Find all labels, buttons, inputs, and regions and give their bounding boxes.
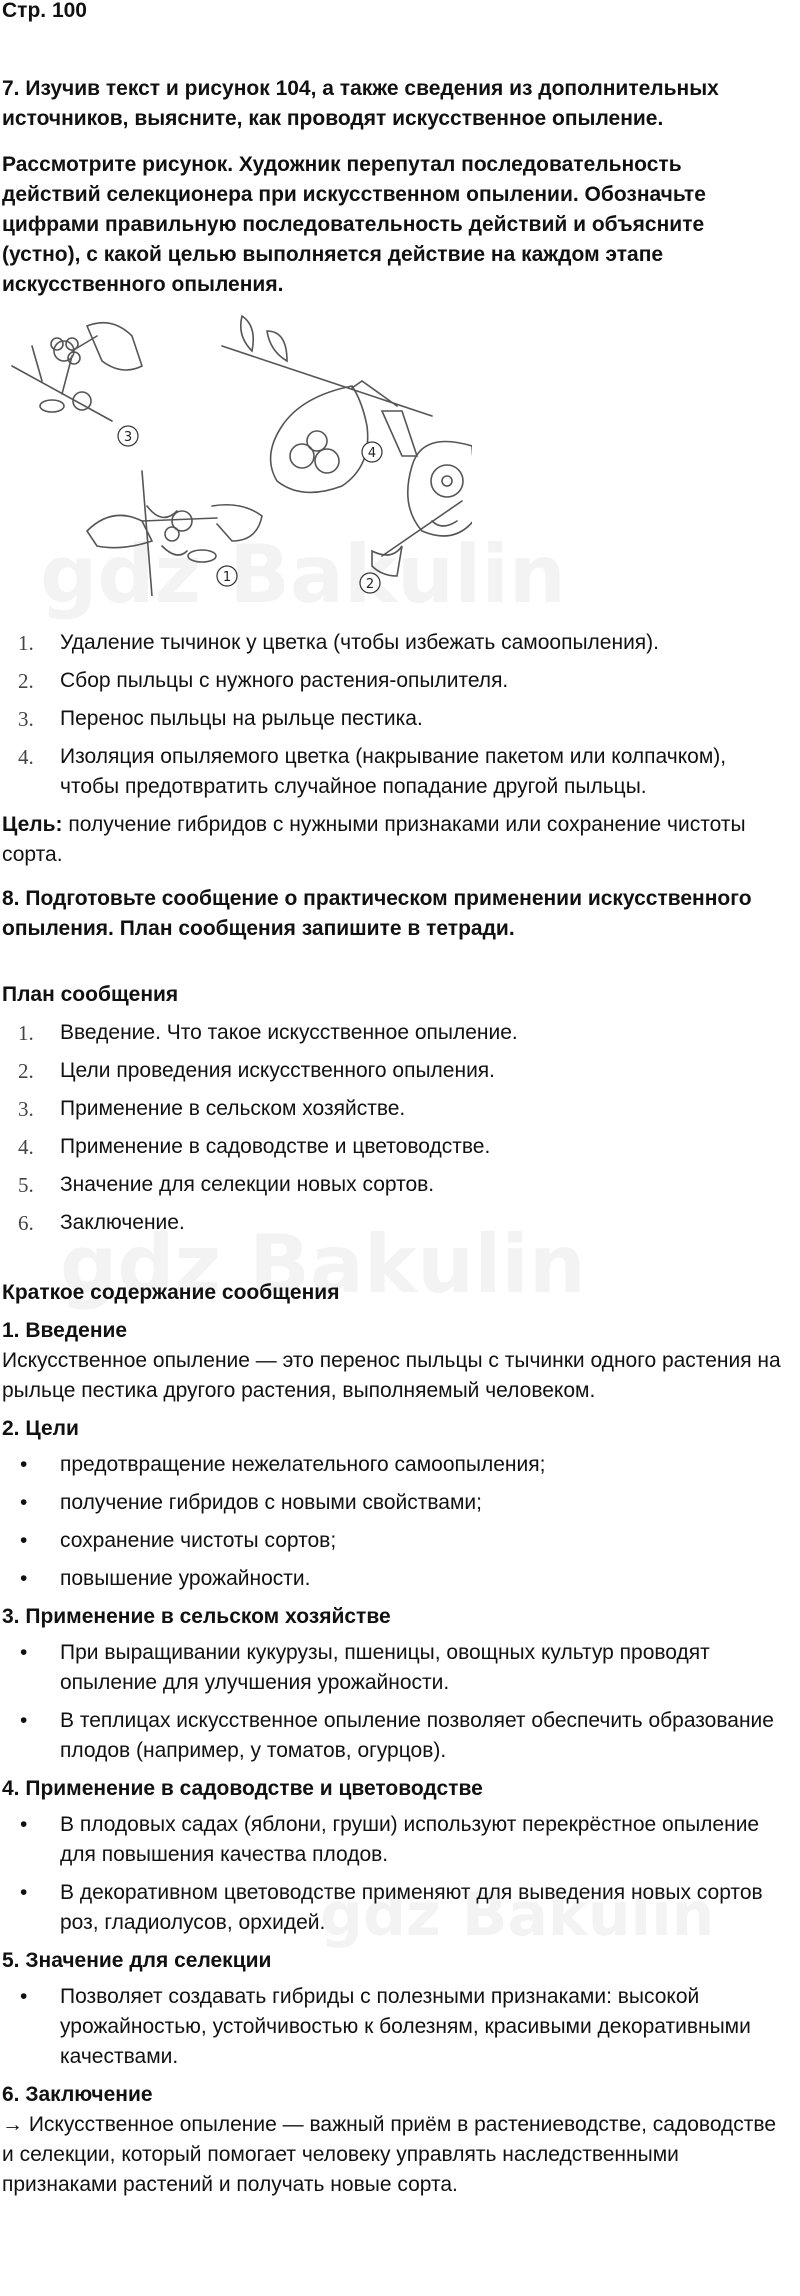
list-item: • Позволяет создавать гибриды с полезными признаками: высокой урожайностью, устойчивостью к болезням, красивыми декоративными качествами. bbox=[2, 1982, 786, 2072]
list-item: • получение гибридов с новыми свойствами; bbox=[2, 1488, 786, 1518]
list-item: • В плодовых садах (яблони, груши) используют перекрёстное опыление для повышения качества плодов. bbox=[2, 1810, 786, 1870]
list-item: 3. Перенос пыльцы на рыльце пестика. bbox=[18, 707, 423, 731]
pollination-figure bbox=[2, 306, 472, 596]
section-heading: 3. Применение в сельском хозяйстве bbox=[2, 1605, 391, 1628]
plan-list bbox=[2, 1018, 786, 1238]
plan-title: План сообщения bbox=[2, 983, 179, 1006]
goal-text: получение гибридов с нужными признаками или сохранение чистоты сорта. bbox=[2, 813, 746, 866]
list-item: 1. Удаление тычинок у цветка (чтобы избежать самоопыления). bbox=[18, 631, 660, 655]
list-item: • В декоративном цветоводстве применяют для выведения новых сортов роз, гладиолусов, орхидей. bbox=[2, 1878, 786, 1938]
section-text: → Искусственное опыление — важный приём в растениеводстве, садоводстве и селекции, который помогает человеку управлять наследственными признаками растений и получать новые сорта. bbox=[2, 2113, 777, 2196]
hand-shape bbox=[87, 323, 142, 370]
hand-shape bbox=[212, 505, 262, 541]
list-item: 6. Заключение. bbox=[18, 1211, 185, 1235]
section-heading: 6. Заключение bbox=[2, 2083, 153, 2106]
gardening-list bbox=[2, 1810, 786, 1938]
list-item: 4. Изоляция опыляемого цветка (накрывание пакетом или колпачком), чтобы предотвратить случайное попадание другой пыльцы. bbox=[18, 745, 727, 798]
list-item: 1. Введение. Что такое искусственное опыление. bbox=[18, 1021, 518, 1045]
label-tag bbox=[382, 411, 417, 456]
goals-list bbox=[2, 1450, 786, 1594]
section-text: Искусственное опыление — это перенос пыльцы с тычинки одного растения на рыльце пестика другого растения, выполняемый человеком. bbox=[2, 1349, 781, 1402]
pollination-drawing bbox=[2, 306, 472, 596]
section-heading: 5. Значение для селекции bbox=[2, 1949, 272, 1972]
figure-label-4: 4 bbox=[367, 446, 377, 461]
page-number: Стр. 100 bbox=[2, 0, 87, 22]
list-item: • При выращивании кукурузы, пшеницы, овощных культур проводят опыление для улучшения урожайности. bbox=[2, 1638, 786, 1698]
list-item: 2. Сбор пыльцы с нужного растения-опылителя. bbox=[18, 669, 509, 693]
list-item: • повышение урожайности. bbox=[2, 1564, 786, 1594]
figure-label-3: 3 bbox=[123, 430, 133, 445]
list-item: • В теплицах искусственное опыление позволяет обеспечить образование плодов (например, у томатов, огурцов). bbox=[2, 1706, 786, 1766]
figure-label-2: 2 bbox=[365, 577, 375, 592]
summary-title: Краткое содержание сообщения bbox=[2, 1281, 340, 1304]
list-item: 4. Применение в садоводстве и цветоводстве. bbox=[18, 1135, 491, 1159]
isolation-bag bbox=[408, 442, 472, 537]
task8-question: 8. Подготовьте сообщение о практическом применении искусственного опыления. План сообщения запишите в тетради. bbox=[2, 887, 752, 940]
task7-question: 7. Изучив текст и рисунок 104, а также сведения из дополнительных источников, выясните, как проводят искусственное опыление. bbox=[2, 77, 719, 130]
goal-label: Цель: bbox=[2, 813, 63, 836]
selection-list bbox=[2, 1982, 786, 2072]
agriculture-list bbox=[2, 1638, 786, 1766]
list-item: • предотвращение нежелательного самоопыления; bbox=[2, 1450, 786, 1480]
steps-list bbox=[2, 628, 786, 802]
list-item: 2. Цели проведения искусственного опыления. bbox=[18, 1059, 496, 1083]
list-item: 5. Значение для селекции новых сортов. bbox=[18, 1173, 435, 1197]
tweezers bbox=[142, 518, 217, 521]
isolation-bag bbox=[271, 386, 368, 492]
task7-instruction: Рассмотрите рисунок. Художник перепутал последовательность действий селекционера при искусственном опылении. Обозначьте цифрами правильную последовательность действий и объясните (устно), с какой целью выполняется действие на каждом этапе искусственного опыления. bbox=[2, 153, 706, 296]
section-heading: 2. Цели bbox=[2, 1417, 79, 1440]
list-item: • сохранение чистоты сортов; bbox=[2, 1526, 786, 1556]
figure-label-1: 1 bbox=[222, 570, 232, 585]
goal-paragraph bbox=[2, 810, 786, 870]
section-heading: 4. Применение в садоводстве и цветоводстве bbox=[2, 1777, 483, 1800]
section-heading: 1. Введение bbox=[2, 1319, 128, 1342]
list-item: 3. Применение в сельском хозяйстве. bbox=[18, 1097, 406, 1121]
